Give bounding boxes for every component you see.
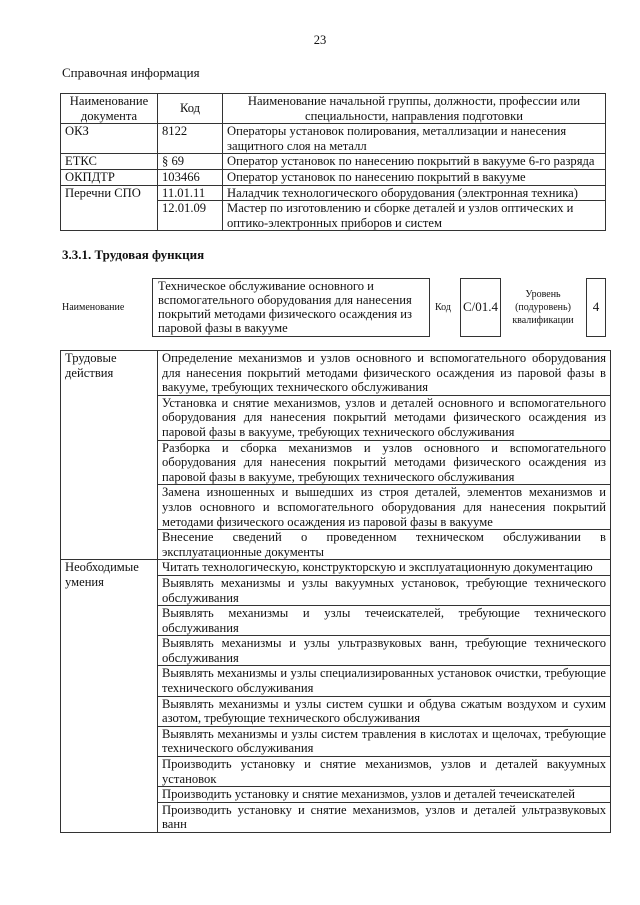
skills-label: Необходимые умения — [61, 560, 158, 833]
name-label: Наименование — [62, 302, 125, 313]
reference-table — [60, 93, 606, 231]
function-code-box: C/01.4 — [460, 278, 501, 337]
table-header-row — [61, 94, 606, 124]
action-item: Замена изношенных и вышедших из строя деталей, элементов механизмов и узлов основного и вспомогательного оборудования для нанесения покрытий методами физического осаждения из паровой фазы в вакууме — [158, 485, 611, 530]
skill-item: Производить установку и снятие механизмов, узлов и деталей ультразвуковых ванн — [158, 802, 611, 832]
actions-label: Трудовые действия — [61, 351, 158, 560]
table-row — [61, 185, 606, 201]
doc-cell: ОКПДТР — [61, 169, 158, 185]
header-code: Код — [158, 94, 223, 124]
skill-item: Читать технологическую, конструкторскую и эксплуатационную документацию — [158, 560, 611, 576]
skill-item: Выявлять механизмы и узлы систем сушки и обдува сжатым воздухом и сухим азотом, требующие технического обслуживания — [158, 696, 611, 726]
skill-item: Выявлять механизмы и узлы вакуумных установок, требующие технического обслуживания — [158, 575, 611, 605]
name-cell: Операторы установок полирования, металлизации и нанесения защитного слоя на металл — [223, 124, 606, 154]
table-row — [61, 169, 606, 185]
code-cell: 11.01.11 — [158, 185, 223, 201]
name-cell: Оператор установок по нанесению покрытий в вакууме 6-го разряда — [223, 154, 606, 170]
labor-function-table — [60, 350, 611, 833]
action-item: Установка и снятие механизмов, узлов и деталей основного и вспомогательного оборудования для нанесения покрытий методами физического осаждения из паровой фазы в вакууме, требующих технического обслуживания — [158, 395, 611, 440]
reference-title: Справочная информация — [62, 65, 200, 80]
action-item: Разборка и сборка механизмов и узлов основного и вспомогательного оборудования для нанесения покрытий методами физического осаждения из паровой фазы в вакууме, требующих технического обслуживания — [158, 440, 611, 485]
level-label: Уровень (подуровень) квалификации — [512, 289, 574, 326]
table-row — [61, 154, 606, 170]
function-name-box: Техническое обслуживание основного и вспомогательного оборудования для нанесения покрытий методами физического осаждения из паровой фазы в вакууме — [152, 278, 430, 337]
page-number: 23 — [313, 33, 327, 47]
table-row — [61, 560, 611, 576]
skill-item: Производить установку и снятие механизмов, узлов и деталей течеискателей — [158, 787, 611, 803]
name-cell: Наладчик технологического оборудования (электронная техника) — [223, 185, 606, 201]
section-heading: 3.3.1. Трудовая функция — [62, 247, 205, 262]
skill-item: Выявлять механизмы и узлы специализированных установок очистки, требующие технического обслуживания — [158, 666, 611, 696]
name-cell: Мастер по изготовлению и сборке деталей и узлов оптических и оптико-электронных приборов и систем — [223, 201, 606, 231]
table-row — [61, 351, 611, 396]
skill-item: Выявлять механизмы и узлы течеискателей, требующие технического обслуживания — [158, 606, 611, 636]
skill-item: Производить установку и снятие механизмов, узлов и деталей вакуумных установок — [158, 757, 611, 787]
name-cell: Оператор установок по нанесению покрытий в вакууме — [223, 169, 606, 185]
skill-item: Выявлять механизмы и узлы ультразвуковых ванн, требующие технического обслуживания — [158, 636, 611, 666]
action-item: Определение механизмов и узлов основного и вспомогательного оборудования для нанесения покрытий методами физического осаждения из паровой фазы в вакууме, требующих технического обслуживания — [158, 351, 611, 396]
code-cell: 12.01.09 — [158, 201, 223, 231]
header-document: Наименование документа — [61, 94, 158, 124]
header-name: Наименование начальной группы, должности, профессии или специальности, направления подготовки — [223, 94, 606, 124]
code-cell: § 69 — [158, 154, 223, 170]
table-row — [61, 124, 606, 154]
skill-item: Выявлять механизмы и узлы систем травления в кислотах и щелочах, требующие технического обслуживания — [158, 726, 611, 756]
doc-cell: ОКЗ — [61, 124, 158, 154]
action-item: Внесение сведений о проведенном техническом обслуживании в эксплуатационные документы — [158, 530, 611, 560]
code-cell: 8122 — [158, 124, 223, 154]
doc-cell: Перечни СПО — [61, 185, 158, 231]
code-label: Код — [435, 302, 451, 313]
level-box: 4 — [586, 278, 606, 337]
doc-cell: ЕТКС — [61, 154, 158, 170]
code-cell: 103466 — [158, 169, 223, 185]
